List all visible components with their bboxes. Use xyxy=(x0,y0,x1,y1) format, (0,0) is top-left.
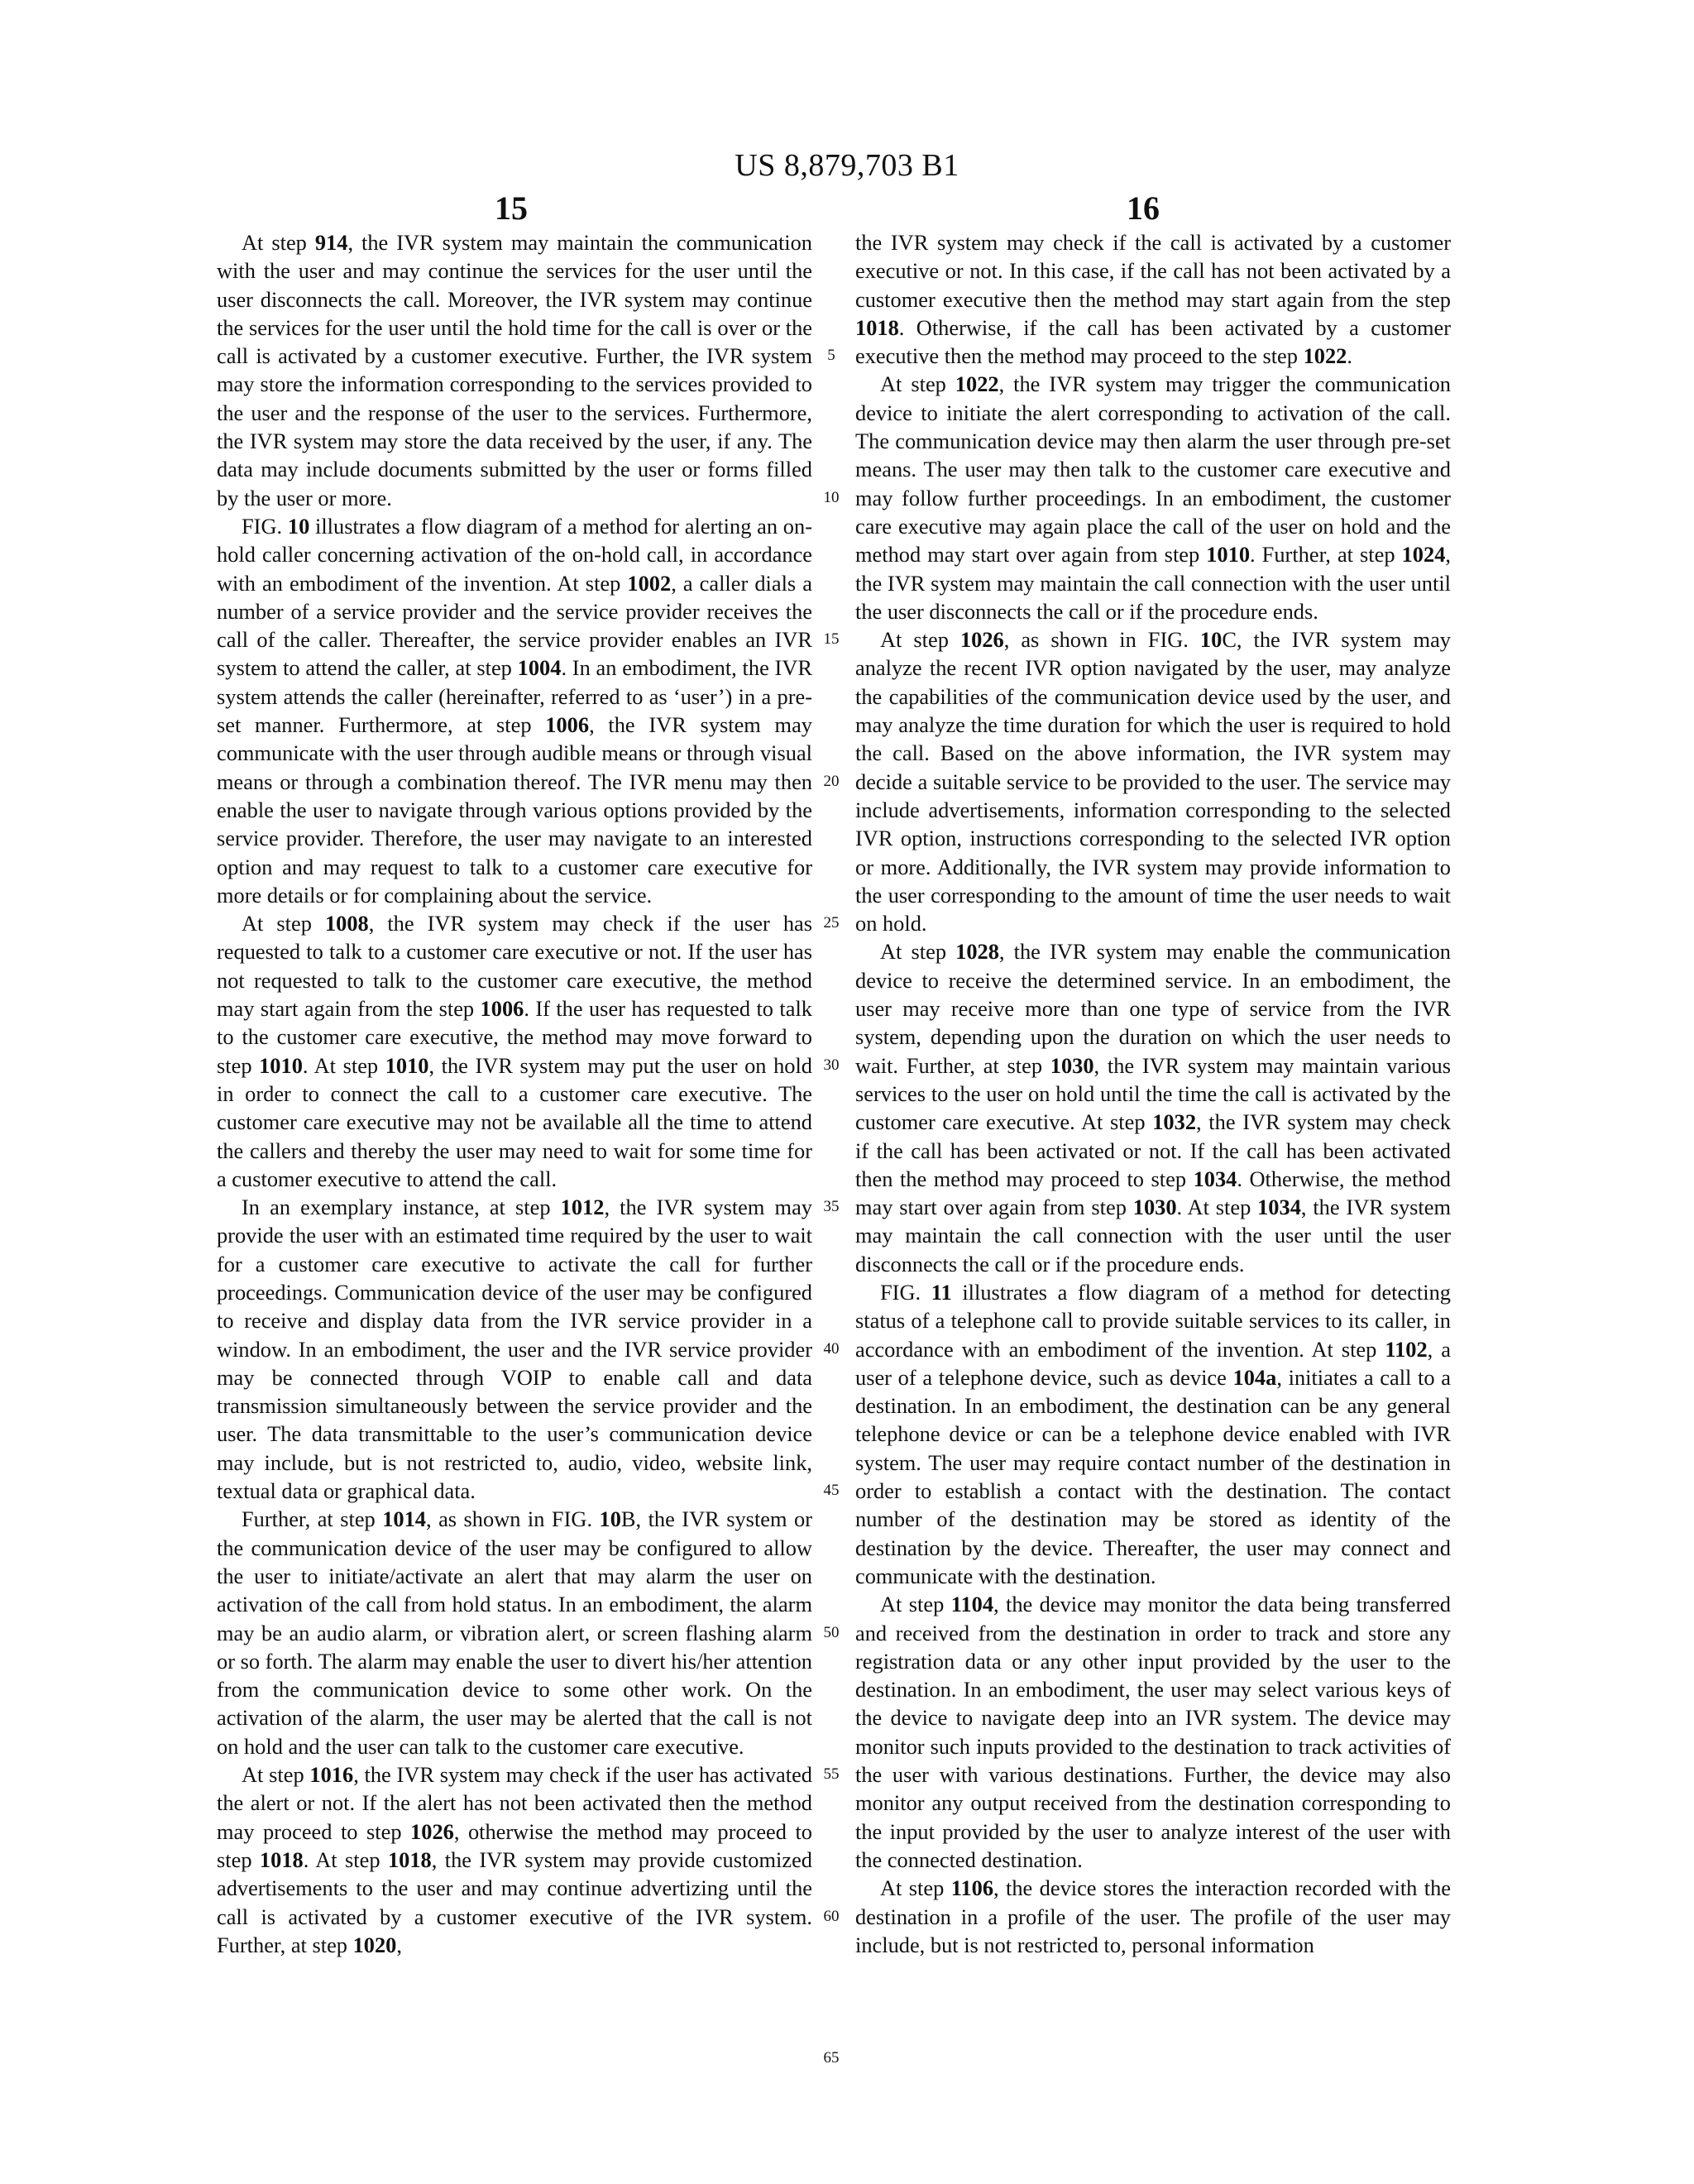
text-run: FIG. xyxy=(242,513,288,539)
reference-numeral: 1030 xyxy=(1050,1052,1094,1078)
text-run: Further, at step xyxy=(242,1506,383,1532)
reference-numeral: 1022 xyxy=(955,371,999,397)
reference-numeral: 1026 xyxy=(410,1818,454,1844)
reference-numeral: 10 xyxy=(1199,627,1223,653)
line-number: 50 xyxy=(823,1623,840,1641)
paragraph xyxy=(217,1193,812,1505)
reference-numeral: 1104 xyxy=(950,1592,994,1617)
line-number: 40 xyxy=(823,1339,840,1358)
reference-numeral: 1016 xyxy=(309,1762,354,1788)
reference-numeral: 10 xyxy=(287,513,310,539)
reference-numeral: 1018 xyxy=(387,1846,432,1872)
text-run: At step xyxy=(880,939,956,965)
paragraph xyxy=(855,1590,1451,1874)
text-run: , the IVR system may enable the communication device to receive the determined service. In an embodiment, the user may receive more than one type of service from the IVR system, depending upon the duration on which the user needs to wait. Further, at step xyxy=(855,939,1451,1078)
reference-numeral: 1030 xyxy=(1132,1195,1177,1220)
line-number: 25 xyxy=(823,914,840,932)
reference-numeral: 1002 xyxy=(627,570,672,596)
reference-numeral: 1028 xyxy=(955,939,999,965)
text-run: . Otherwise, the method may start over again from step xyxy=(855,1166,1451,1220)
text-run: , as shown in FIG. xyxy=(426,1506,600,1532)
text-run: At step xyxy=(242,230,315,255)
page-number-right: 16 xyxy=(1127,189,1160,227)
text-run: , the IVR system may check if the user has activated the alert or not. If the alert has not been activated then the method may proceed to step xyxy=(217,1762,812,1844)
reference-numeral: 1012 xyxy=(560,1195,605,1220)
reference-numeral: 1032 xyxy=(1152,1109,1197,1135)
paragraph xyxy=(217,228,812,512)
text-run: , the IVR system may provide the user with an estimated time required by the user to wait for a customer care executive to activate the call for further proceedings. Communication device of the user may be configured to receive and display data from the IVR service provider in a window. In an embodiment, the user and the IVR service provider may be connected through VOIP to enable call and data transmission simultaneously between the service provider and the user. The data transmittable to the user’s communication device may include, but is not restricted to, audio, video, website link, textual data or graphical data. xyxy=(217,1195,812,1504)
text-run: . If the user has requested to talk to the customer care executive, the method may move forward to step xyxy=(217,996,812,1078)
text-run: FIG. xyxy=(880,1279,931,1305)
paragraph xyxy=(855,625,1451,937)
reference-numeral: 1102 xyxy=(1385,1336,1428,1362)
reference-numeral: 104a xyxy=(1232,1364,1277,1390)
paragraph xyxy=(217,512,812,909)
text-run: At step xyxy=(242,911,325,936)
right-column xyxy=(855,228,1451,1959)
text-run: , the IVR system may trigger the communication device to initiate the alert corresponding to activation of the call. The communication device may then alarm the user through pre-set means. The user may then talk to the customer care executive and may follow further proceedings. In an embodiment, the customer care executive may again place the call of the user on hold and the method may start over again from step xyxy=(855,371,1451,568)
reference-numeral: 1018 xyxy=(259,1846,304,1872)
text-run: . In an embodiment, the IVR system attends the caller (hereinafter, referred to as ‘user’) in a pre-set manner. Furthermore, at step xyxy=(217,655,812,738)
text-run: , the IVR system may check if the user has requested to talk to a customer care executive or not. If the user has not requested to talk to the customer care executive, the method may start again from the step xyxy=(217,911,812,1022)
text-run: B, the IVR system or the communication device of the user may be configured to allow the user to initiate/activate an alert that may alarm the user on activation of the call from hold status. In an embodiment, the alarm may be an audio alarm, or vibration alert, or screen flashing alarm or so forth. The alarm may enable the user to divert his/her attention from the communication device to some other work. On the activation of the alarm, the user may be alerted that the call is not on hold and the user can talk to the customer care executive. xyxy=(217,1506,812,1759)
reference-numeral: 11 xyxy=(931,1279,952,1305)
text-run: . Otherwise, if the call has been activated by a customer executive then the method may proceed to the step xyxy=(855,314,1451,369)
line-number: 55 xyxy=(823,1765,840,1784)
text-run: At step xyxy=(880,1875,951,1901)
text-run: At step xyxy=(242,1762,310,1788)
reference-numeral: 1014 xyxy=(382,1506,426,1532)
line-number: 60 xyxy=(823,1907,840,1925)
line-number: 65 xyxy=(823,2049,840,2067)
text-run: , a user of a telephone device, such as device xyxy=(855,1336,1451,1390)
reference-numeral: 1026 xyxy=(959,627,1004,653)
text-run: illustrates a flow diagram of a method for detecting status of a telephone call to provide suitable services to its caller, in accordance with an embodiment of the invention. At step xyxy=(855,1279,1451,1362)
text-run: , the device may monitor the data being transferred and received from the destination in order to track and store any registration data or any other input provided by the user to the destination. In an embodiment, the user may select various keys of the device to navigate deep into an IVR system. The device may monitor such inputs provided to the destination to track activities of the user with various destinations. Further, the device may also monitor any output received from the destination corresponding to the input provided by the user to analyze interest of the user with the connected destination. xyxy=(855,1592,1451,1872)
reference-numeral: 1034 xyxy=(1257,1195,1301,1220)
text-run: At step xyxy=(880,1592,951,1617)
text-run: C, the IVR system may analyze the recent IVR option navigated by the user, may analyze the capabilities of the communication device used by the user, and may analyze the time duration for which the user is required to hold the call. Based on the above information, the IVR system may decide a suitable service to be provided to the user. The service may include advertisements, information corresponding to the selected IVR option, instructions corresponding to the selected IVR option or more. Additionally, the IVR system may provide information to the user corresponding to the amount of time the user needs to wait on hold. xyxy=(855,627,1451,936)
reference-numeral: 1020 xyxy=(352,1932,397,1957)
paragraph xyxy=(855,937,1451,1278)
line-number: 20 xyxy=(823,772,840,790)
line-number: 30 xyxy=(823,1056,840,1074)
reference-numeral: 1006 xyxy=(480,996,524,1022)
paragraph xyxy=(217,1505,812,1760)
reference-numeral: 10 xyxy=(599,1506,621,1532)
text-run: In an exemplary instance, at step xyxy=(242,1195,561,1220)
text-run: At step xyxy=(880,371,955,397)
reference-numeral: 914 xyxy=(314,230,348,255)
patent-number: US 8,879,703 B1 xyxy=(735,148,959,183)
line-number: 45 xyxy=(823,1482,840,1500)
text-run: , the IVR system may provide customized advertisements to the user and may continue advertizing until the call is activated by a customer executive of the IVR system. Further, at step xyxy=(217,1846,812,1957)
line-number: 35 xyxy=(823,1198,840,1216)
reference-numeral: 1010 xyxy=(385,1052,429,1078)
reference-numeral: 1006 xyxy=(545,712,590,738)
paragraph xyxy=(217,909,812,1193)
text-run: , otherwise the method may proceed to step xyxy=(217,1818,812,1872)
text-run: , the IVR system may communicate with the user through audible means or through visual means or through a combination thereof. The IVR menu may then enable the user to navigate through various options provided by the service provider. Therefore, the user may navigate to an interested option and may request to talk to a customer care executive for more details or for complaining about the service. xyxy=(217,712,812,908)
line-number: 15 xyxy=(823,630,840,649)
paragraph xyxy=(855,370,1451,625)
paragraph xyxy=(217,1760,812,1959)
left-column xyxy=(217,228,812,1959)
line-number: 5 xyxy=(827,347,835,365)
reference-numeral: 1034 xyxy=(1193,1166,1237,1191)
paragraph xyxy=(855,1278,1451,1590)
reference-numeral: 1018 xyxy=(855,314,899,340)
text-run: , xyxy=(396,1932,402,1957)
text-run: . Further, at step xyxy=(1250,542,1402,568)
reference-numeral: 1022 xyxy=(1303,343,1347,369)
text-run: . At step xyxy=(1176,1195,1258,1220)
text-run: the IVR system may check if the call is activated by a customer executive or not. In this case, if the call has not been activated by a customer executive then the method may start again from the step xyxy=(855,230,1451,312)
reference-numeral: 1106 xyxy=(950,1875,994,1901)
text-run: , the IVR system may maintain various services to the user on hold until the time the call is activated by the customer care executive. At step xyxy=(855,1052,1451,1135)
reference-numeral: 1024 xyxy=(1401,542,1446,568)
text-run: , a caller dials a number of a service provider and the service provider receives the call of the caller. Thereafter, the service provider enables an IVR system to attend the caller, at step xyxy=(217,570,812,681)
text-run: , as shown in FIG. xyxy=(1003,627,1200,653)
paragraph xyxy=(855,228,1451,370)
text-run: . At step xyxy=(302,1052,385,1078)
page-number-left: 15 xyxy=(495,189,528,227)
reference-numeral: 1010 xyxy=(1206,542,1251,568)
text-run: . xyxy=(1347,343,1352,369)
reference-numeral: 1010 xyxy=(259,1052,303,1078)
text-run: , the IVR system may check if the call has been activated or not. If the call has been activated then the method may proceed to step xyxy=(855,1109,1451,1191)
text-run: . At step xyxy=(303,1846,388,1872)
text-run: , the device stores the interaction recorded with the destination in a profile of the user. The profile of the user may include, but is not restricted to, personal information xyxy=(855,1875,1451,1957)
reference-numeral: 1004 xyxy=(517,655,562,681)
text-run: , the IVR system may maintain the communication with the user and may continue the services for the user until the user disconnects the call. Moreover, the IVR system may continue the services for the user until the hold time for the call is over or the call is activated by a customer executive. Further, the IVR system may store the information corresponding to the services provided to the user and the response of the user to the services. Furthermore, the IVR system may store the data received by the user, if any. The data may include documents submitted by the user or forms filled by the user or more. xyxy=(217,230,812,510)
reference-numeral: 1008 xyxy=(324,911,369,936)
text-run: illustrates a flow diagram of a method for alerting an on-hold caller concerning activation of the on-hold call, in accordance with an embodiment of the invention. At step xyxy=(217,513,812,596)
text-run: , the IVR system may maintain the call connection with the user until the user disconnects the call or if the procedure ends. xyxy=(855,542,1451,624)
text-run: , initiates a call to a destination. In an embodiment, the destination can be any general telephone device or can be a telephone device enabled with IVR system. The user may require contact number of the destination in order to establish a contact with the destination. The contact number of the destination may be stored as identity of the destination by the device. Thereafter, the user may connect and communicate with the destination. xyxy=(855,1364,1452,1588)
line-number: 10 xyxy=(823,488,840,506)
text-run: At step xyxy=(880,627,960,653)
text-run: , the IVR system may put the user on hold in order to connect the call to a customer care executive. The customer care executive may not be available all the time to attend the callers and thereby the user may need to wait for some time for a customer executive to attend the call. xyxy=(217,1052,813,1191)
text-run: , the IVR system may maintain the call connection with the user until the user disconnects the call or if the procedure ends. xyxy=(855,1195,1452,1276)
paragraph xyxy=(855,1874,1451,1959)
